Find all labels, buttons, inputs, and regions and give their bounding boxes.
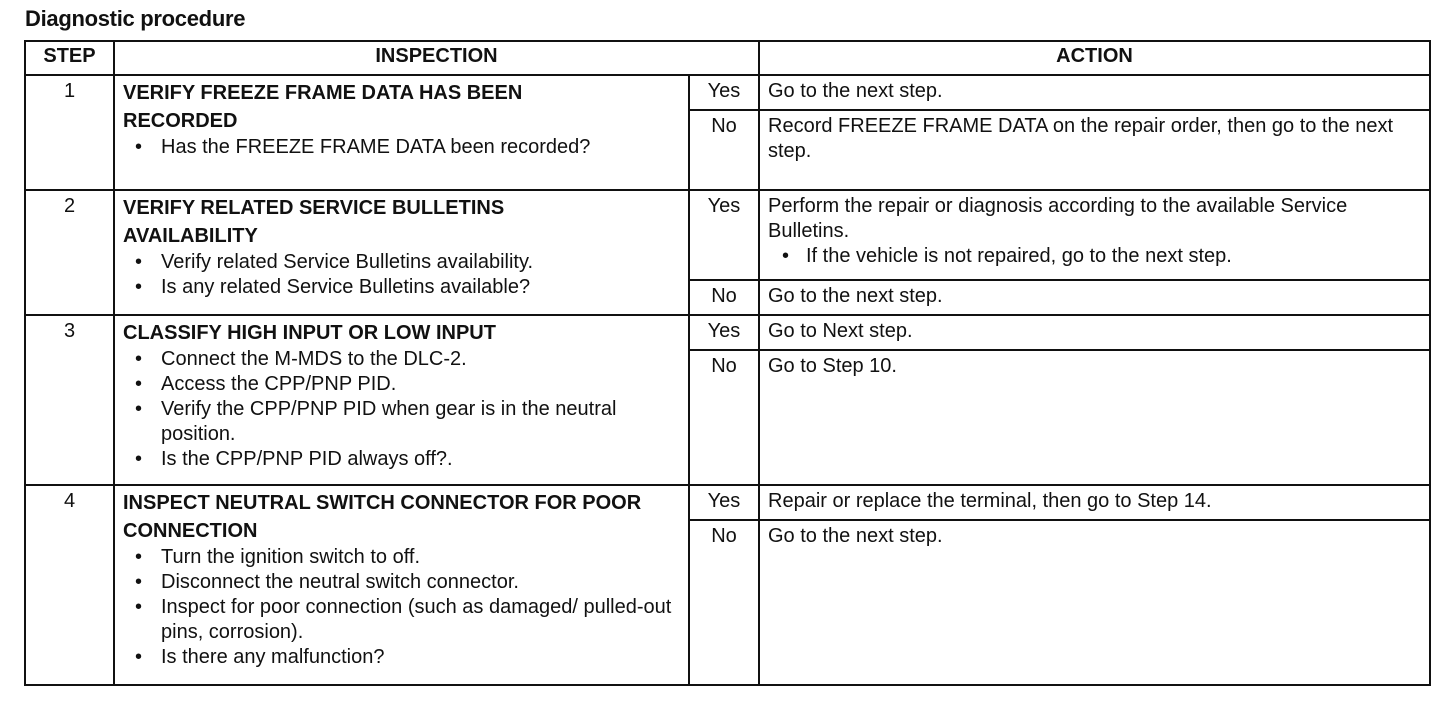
yes-action-cell xyxy=(759,75,1430,110)
inspection-bullet: • Verify the CPP/PNP PID when gear is in the neutral position. xyxy=(123,397,680,447)
inspection-heading: INSPECT NEUTRAL SWITCH CONNECTOR FOR POOR CONNECTION xyxy=(123,492,642,542)
inspection-bullet: • Turn the ignition switch to off. xyxy=(123,545,680,570)
inspection-cell xyxy=(114,315,689,485)
inspection-bullets xyxy=(123,545,680,670)
no-label: No xyxy=(689,280,759,315)
step-number: 1 xyxy=(25,75,114,190)
step-row xyxy=(25,485,1430,520)
inspection-bullet: • Has the FREEZE FRAME DATA been recorded? xyxy=(123,135,680,160)
header-action: ACTION xyxy=(759,41,1430,75)
action-sub-list xyxy=(768,244,1421,269)
inspection-bullet: • Is the CPP/PNP PID always off?. xyxy=(123,447,680,472)
inspection-bullets xyxy=(123,250,680,300)
no-action: Record FREEZE FRAME DATA on the repair order, then go to the next step. xyxy=(759,110,1430,190)
page-title: Diagnostic procedure xyxy=(25,6,246,31)
yes-action: Go to the next step. xyxy=(768,80,943,102)
no-label: No xyxy=(689,350,759,485)
diagnostic-table xyxy=(24,40,1431,686)
inspection-bullets xyxy=(123,135,680,160)
inspection-bullet: • Disconnect the neutral switch connector. xyxy=(123,570,680,595)
header-step: STEP xyxy=(25,41,114,75)
step-number: 2 xyxy=(25,190,114,315)
yes-action-cell xyxy=(759,485,1430,520)
step-row xyxy=(25,190,1430,280)
inspection-bullet: • Is there any malfunction? xyxy=(123,645,680,670)
inspection-cell xyxy=(114,485,689,685)
inspection-heading: VERIFY FREEZE FRAME DATA HAS BEEN RECORDED xyxy=(123,82,523,132)
yes-label: Yes xyxy=(689,190,759,280)
no-label: No xyxy=(689,520,759,685)
yes-label: Yes xyxy=(689,315,759,350)
yes-action-cell xyxy=(759,190,1430,280)
header-inspection: INSPECTION xyxy=(114,41,759,75)
inspection-bullet: • Inspect for poor connection (such as damaged/ pulled-out pins, corrosion). xyxy=(123,595,680,645)
action-sub-bullet: • If the vehicle is not repaired, go to the next step. xyxy=(768,244,1421,269)
inspection-bullet: • Is any related Service Bulletins available? xyxy=(123,275,680,300)
no-label: No xyxy=(689,110,759,190)
no-action: Go to Step 10. xyxy=(759,350,1430,485)
yes-action: Repair or replace the terminal, then go to Step 14. xyxy=(768,490,1212,512)
inspection-cell xyxy=(114,190,689,315)
step-row xyxy=(25,315,1430,350)
header-row xyxy=(25,41,1430,75)
yes-action: Go to Next step. xyxy=(768,320,913,342)
yes-label: Yes xyxy=(689,485,759,520)
no-action: Go to the next step. xyxy=(759,520,1430,685)
yes-action-cell xyxy=(759,315,1430,350)
inspection-bullets xyxy=(123,347,680,472)
inspection-heading: VERIFY RELATED SERVICE BULLETINS AVAILABILITY xyxy=(123,197,505,247)
inspection-heading: CLASSIFY HIGH INPUT OR LOW INPUT xyxy=(123,322,496,344)
yes-label: Yes xyxy=(689,75,759,110)
yes-action: Perform the repair or diagnosis according to the available Service Bulletins. xyxy=(768,195,1348,242)
inspection-bullet: • Connect the M-MDS to the DLC-2. xyxy=(123,347,680,372)
step-row xyxy=(25,75,1430,110)
step-number: 3 xyxy=(25,315,114,485)
inspection-cell xyxy=(114,75,689,190)
step-number: 4 xyxy=(25,485,114,685)
inspection-bullet: • Verify related Service Bulletins availability. xyxy=(123,250,680,275)
inspection-bullet: • Access the CPP/PNP PID. xyxy=(123,372,680,397)
no-action: Go to the next step. xyxy=(759,280,1430,315)
